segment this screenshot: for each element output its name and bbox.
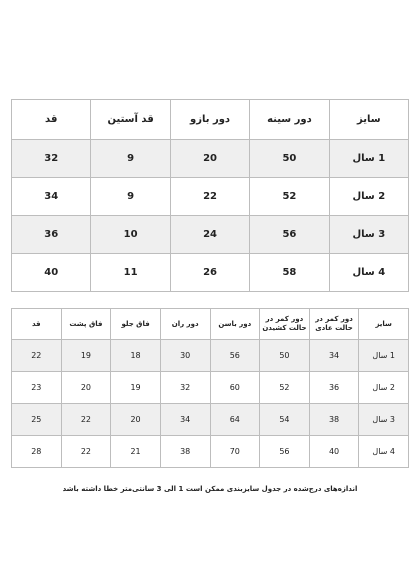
cell-size: 3 سال: [329, 216, 408, 254]
header-length: قد: [12, 100, 91, 140]
cell-size: 1 سال: [359, 340, 409, 372]
cell-size: 2 سال: [359, 372, 409, 404]
cell-waist-stretched: 52: [260, 372, 310, 404]
cell-sleeve-length: 9: [91, 140, 170, 178]
cell-back-rise: 20: [61, 372, 111, 404]
cell-waist-normal: 38: [309, 404, 359, 436]
cell-thigh: 38: [160, 436, 210, 468]
cell-waist-normal: 34: [309, 340, 359, 372]
size-table-tops: [11, 99, 409, 292]
cell-back-rise: 22: [61, 436, 111, 468]
cell-hip: 56: [210, 340, 260, 372]
cell-hip: 70: [210, 436, 260, 468]
header-sleeve-length: قد آستین: [91, 100, 170, 140]
cell-size: 2 سال: [329, 178, 408, 216]
cell-thigh: 34: [160, 404, 210, 436]
table-row: [12, 436, 409, 468]
cell-hip: 60: [210, 372, 260, 404]
table-row: [12, 140, 409, 178]
cell-length: 28: [12, 436, 62, 468]
header-back-rise: فاق پشت: [61, 309, 111, 340]
cell-arm: 22: [170, 178, 249, 216]
header-waist-stretched: دور کمر در حالت کشیدن: [260, 309, 310, 340]
cell-size: 3 سال: [359, 404, 409, 436]
table-row: [12, 340, 409, 372]
cell-waist-stretched: 54: [260, 404, 310, 436]
table-row: [12, 372, 409, 404]
table-row: [12, 178, 409, 216]
cell-sleeve-length: 11: [91, 254, 170, 292]
cell-waist-stretched: 56: [260, 436, 310, 468]
cell-thigh: 32: [160, 372, 210, 404]
cell-size: 1 سال: [329, 140, 408, 178]
header-waist-normal: دور کمر در حالت عادی: [309, 309, 359, 340]
cell-chest: 58: [250, 254, 329, 292]
cell-length: 40: [12, 254, 91, 292]
cell-arm: 26: [170, 254, 249, 292]
table-row: [12, 404, 409, 436]
header-thigh: دور ران: [160, 309, 210, 340]
cell-chest: 56: [250, 216, 329, 254]
cell-size: 4 سال: [359, 436, 409, 468]
table-header-row: [12, 309, 409, 340]
cell-sleeve-length: 9: [91, 178, 170, 216]
size-disclaimer-note: اندازه‌های درج‌شده در جدول سایزبندی ممکن است 1 الی 3 سانتی‌متر خطا داشته باشد: [62, 485, 358, 493]
cell-arm: 24: [170, 216, 249, 254]
header-size: سایز: [329, 100, 408, 140]
cell-length: 34: [12, 178, 91, 216]
cell-length: 25: [12, 404, 62, 436]
cell-back-rise: 22: [61, 404, 111, 436]
header-front-rise: فاق جلو: [111, 309, 161, 340]
cell-arm: 20: [170, 140, 249, 178]
table-row: [12, 254, 409, 292]
table-header-row: [12, 100, 409, 140]
cell-waist-normal: 36: [309, 372, 359, 404]
cell-waist-normal: 40: [309, 436, 359, 468]
cell-sleeve-length: 10: [91, 216, 170, 254]
cell-back-rise: 19: [61, 340, 111, 372]
cell-front-rise: 19: [111, 372, 161, 404]
header-chest: دور سینه: [250, 100, 329, 140]
header-length: قد: [12, 309, 62, 340]
cell-front-rise: 18: [111, 340, 161, 372]
cell-front-rise: 21: [111, 436, 161, 468]
cell-chest: 50: [250, 140, 329, 178]
cell-length: 36: [12, 216, 91, 254]
table-row: [12, 216, 409, 254]
cell-hip: 64: [210, 404, 260, 436]
cell-length: 22: [12, 340, 62, 372]
header-hip: دور باسن: [210, 309, 260, 340]
cell-waist-stretched: 50: [260, 340, 310, 372]
cell-thigh: 30: [160, 340, 210, 372]
size-table-pants: [11, 308, 409, 468]
cell-length: 23: [12, 372, 62, 404]
cell-front-rise: 20: [111, 404, 161, 436]
cell-chest: 52: [250, 178, 329, 216]
cell-length: 32: [12, 140, 91, 178]
cell-size: 4 سال: [329, 254, 408, 292]
header-arm: دور بازو: [170, 100, 249, 140]
header-size: سایز: [359, 309, 409, 340]
